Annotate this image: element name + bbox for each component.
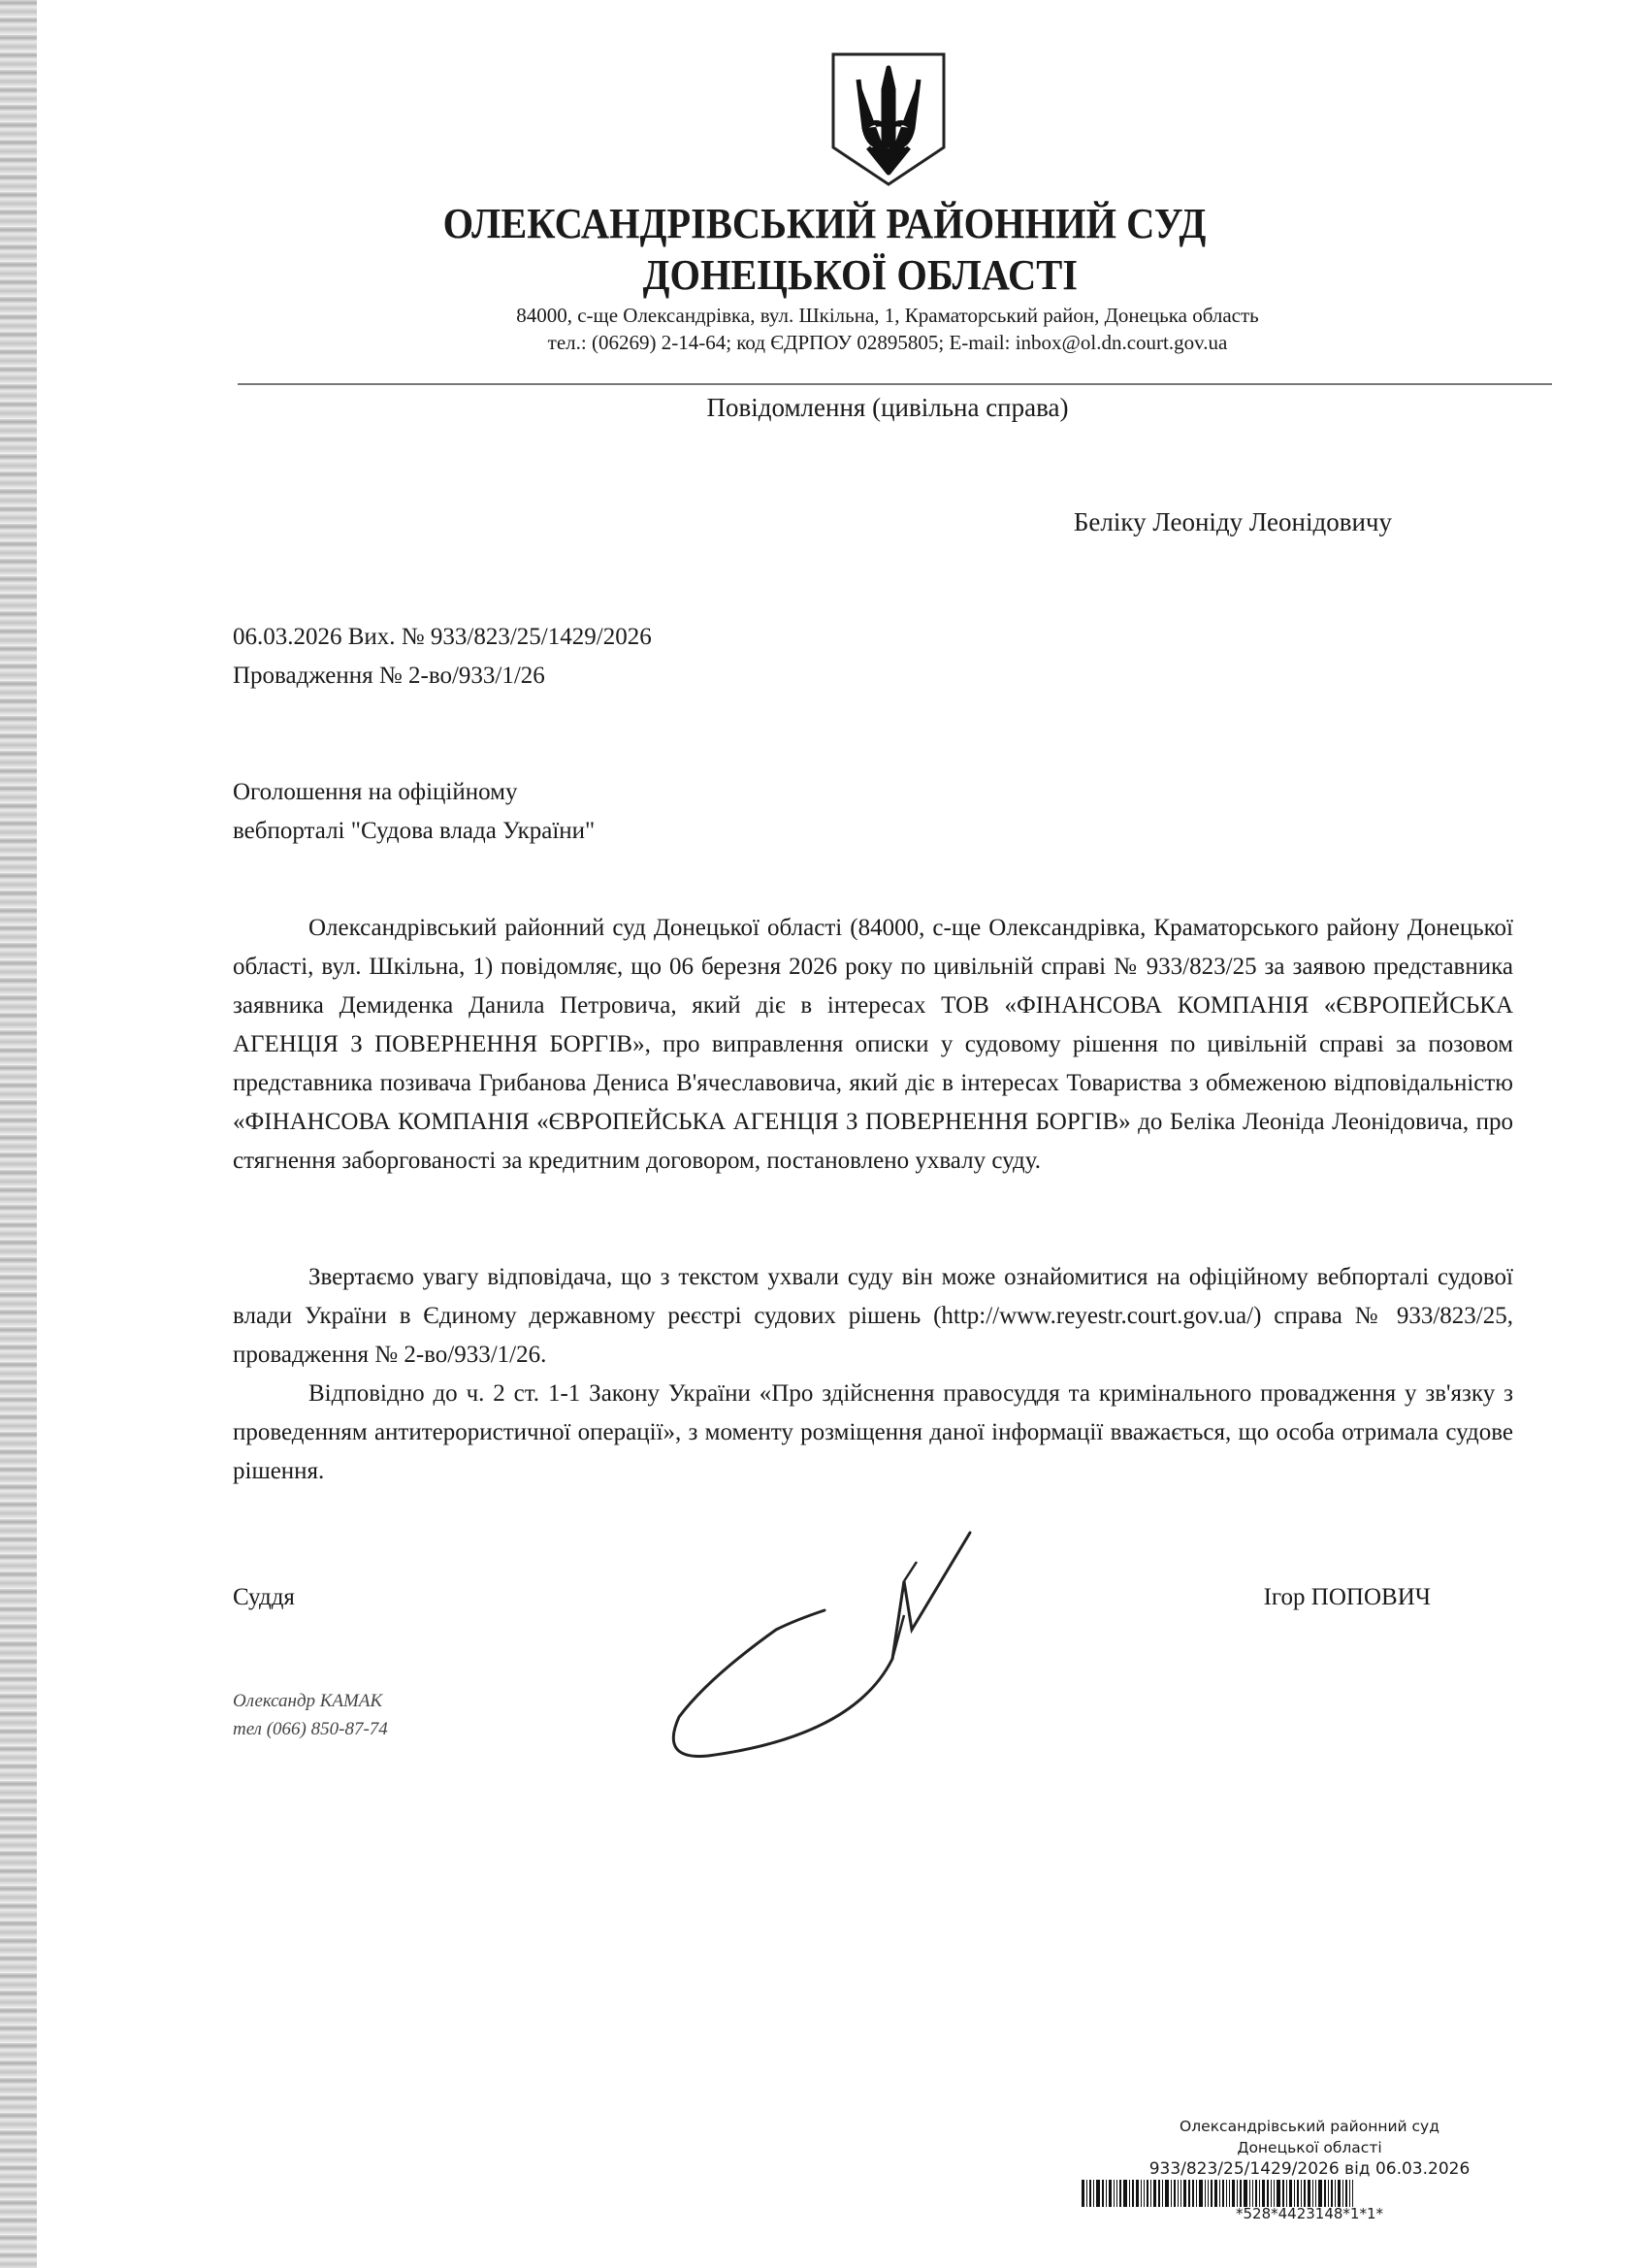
barcode-bar [1086,2180,1087,2207]
barcode-bar [1211,2180,1212,2207]
body-paragraph-1: Олександрівський районний суд Донецької області (84000, с-ще Олександрівка, Краматорського району Донецької області, вул. Шкільна, 1) повідомляє, що 06 березня 2026 року по цивільній справі № 933/823/25 за заявою представника заявника Демиденка Данила Петровича, який діє в інтересах ТОВ «ФІНАНСОВА КОМПАНІЯ «ЄВРОПЕЙСЬКА АГЕНЦІЯ З ПОВЕРНЕННЯ БОРГІВ», про виправлення описки у судовому рішення по цивільній справі за позовом представника позивача Грибанова Дениса В'ячеславовича, який діє в інтересах Товариства з обмеженою відповідальністю «ФІНАНСОВА КОМПАНІЯ «ЄВРОПЕЙСЬКА АГЕНЦІЯ З ПОВЕРНЕННЯ БОРГІВ» до Беліка Леоніда Леонідовича, про стягнення заборгованості за кредитним договором, постановлено ухвалу суду. [233,915,1513,1174]
barcode-bar [1129,2180,1130,2207]
barcode [1082,2180,1547,2207]
barcode-bar [1219,2180,1220,2207]
barcode-bar [1082,2180,1084,2207]
barcode-bar [1106,2180,1107,2207]
coat-of-arms-icon [829,50,948,188]
barcode-bar [1096,2180,1100,2207]
barcode-bar [1116,2180,1117,2207]
barcode-bar [1244,2180,1247,2207]
barcode-bar [1147,2180,1148,2207]
signer-name: Ігор ПОПОВИЧ [1263,1584,1431,1610]
barcode-bar [1114,2180,1115,2207]
barcode-bar [1229,2180,1230,2207]
barcode-bar [1289,2180,1292,2207]
stamp-line2: Донецької області [1237,2139,1382,2156]
barcode-bar [1132,2180,1134,2207]
executor-name: Олександр КАМАК [233,1691,383,1711]
barcode-bar [1335,2180,1336,2207]
barcode-bar [1318,2180,1322,2207]
barcode-bar [1342,2180,1343,2207]
barcode-bar [1352,2180,1353,2207]
recipient: Беліку Леоніду Леонідовичу [1073,507,1392,536]
document-type: Повідомлення (цивільна справа) [706,393,1069,422]
court-address: 84000, с-ще Олександрівка, вул. Шкільна, 1, Краматорський район, Донецька область [516,304,1259,327]
court-contacts: тел.: (06269) 2-14-64; код ЄДРПОУ 02895805; E-mail: inbox@ol.dn.court.gov.ua [547,331,1228,354]
body-paragraph-3: Відповідно до ч. 2 ст. 1-1 Закону України «Про здійснення правосуддя та кримінального провадження у зв'язку з проведенням антитерористичної операції», з моменту розміщення даної інформації вважається, що особа отримала судове рішення. [233,1380,1513,1484]
barcode-bar [1226,2180,1227,2207]
barcode-bar [1249,2180,1250,2207]
barcode-bar [1349,2180,1350,2207]
barcode-bar [1277,2180,1280,2207]
barcode-bar [1237,2180,1238,2207]
barcode-bar [1165,2180,1169,2207]
court-name-line2: ДОНЕЦЬКОЇ ОБЛАСТІ [642,251,1078,299]
barcode-bar [1183,2180,1186,2207]
barcode-bar [1093,2180,1094,2207]
announcement-line1: Оголошення на офіційному [233,779,518,805]
barcode-bar [1119,2180,1121,2207]
barcode-bar [1199,2180,1203,2207]
barcode-bar [1345,2180,1347,2207]
barcode-bar [1282,2180,1284,2207]
barcode-bar [1196,2180,1197,2207]
barcode-bar [1267,2180,1269,2207]
barcode-bar [1255,2180,1257,2207]
barcode-bar [1259,2180,1260,2207]
barcode-bar [1301,2180,1302,2207]
barcode-bar [1174,2180,1176,2207]
barcode-bar [1286,2180,1287,2207]
barcode-bar [1102,2180,1104,2207]
barcode-bar [1271,2180,1272,2207]
barcode-bar [1180,2180,1181,2207]
barcode-bar [1192,2180,1194,2207]
outgoing-number: 06.03.2026 Вих. № 933/823/25/1429/2026 [233,624,652,650]
barcode-bar [1109,2180,1112,2207]
barcode-bar [1274,2180,1275,2207]
stamp-registration-number: 933/823/25/1429/2026 від 06.03.2026 [1148,2159,1471,2179]
barcode-bar [1324,2180,1326,2207]
barcode-bar [1328,2180,1329,2207]
signer-position: Суддя [233,1584,295,1610]
handwritten-signature [650,1523,999,1775]
barcode-bar [1331,2180,1333,2207]
barcode-bar [1232,2180,1235,2207]
barcode-bar [1158,2180,1160,2207]
barcode-bar [1153,2180,1156,2207]
barcode-bar [1262,2180,1265,2207]
barcode-bar [1297,2180,1299,2207]
announcement-line2: вебпорталі "Судова влада України" [233,818,596,844]
barcode-bar [1123,2180,1127,2207]
barcode-bar [1294,2180,1295,2207]
barcode-bar [1144,2180,1145,2207]
header-divider [238,383,1552,385]
stamp-line1: Олександрівський районний суд [1180,2118,1439,2135]
barcode-bar [1308,2180,1310,2207]
barcode-bar [1150,2180,1151,2207]
barcode-bar [1162,2180,1163,2207]
barcode-bar [1252,2180,1253,2207]
barcode-bar [1188,2180,1190,2207]
barcode-bar [1240,2180,1242,2207]
barcode-bar [1214,2180,1217,2207]
barcode-bar [1304,2180,1306,2207]
barcode-bar [1089,2180,1091,2207]
barcode-bar [1205,2180,1206,2207]
barcode-bar [1315,2180,1316,2207]
barcode-bar [1136,2180,1139,2207]
barcode-bar [1312,2180,1313,2207]
executor-phone: тел (066) 850-87-74 [233,1719,388,1739]
barcode-bar [1141,2180,1142,2207]
barcode-bar [1178,2180,1179,2207]
body-paragraph-2: Звертаємо увагу відповідача, що з текстом ухвали суду він може ознайомитися на офіційному вебпорталі судової влади України в Єдиному державному реєстрі судових рішень (http://www.reyestr.court.gov.ua/) справа № 933/823/25, провадження № 2-во/933/1/26. [233,1264,1513,1368]
barcode-bar [1171,2180,1172,2207]
proceeding-number: Провадження № 2-во/933/1/26 [233,663,545,689]
barcode-text: *528*4423148*1*1* [1235,2205,1384,2222]
barcode-bar [1338,2180,1341,2207]
court-name-line1: ОЛЕКСАНДРІВСЬКИЙ РАЙОННИЙ СУД [442,200,1207,247]
barcode-bar [1222,2180,1224,2207]
barcode-bar [1208,2180,1209,2207]
